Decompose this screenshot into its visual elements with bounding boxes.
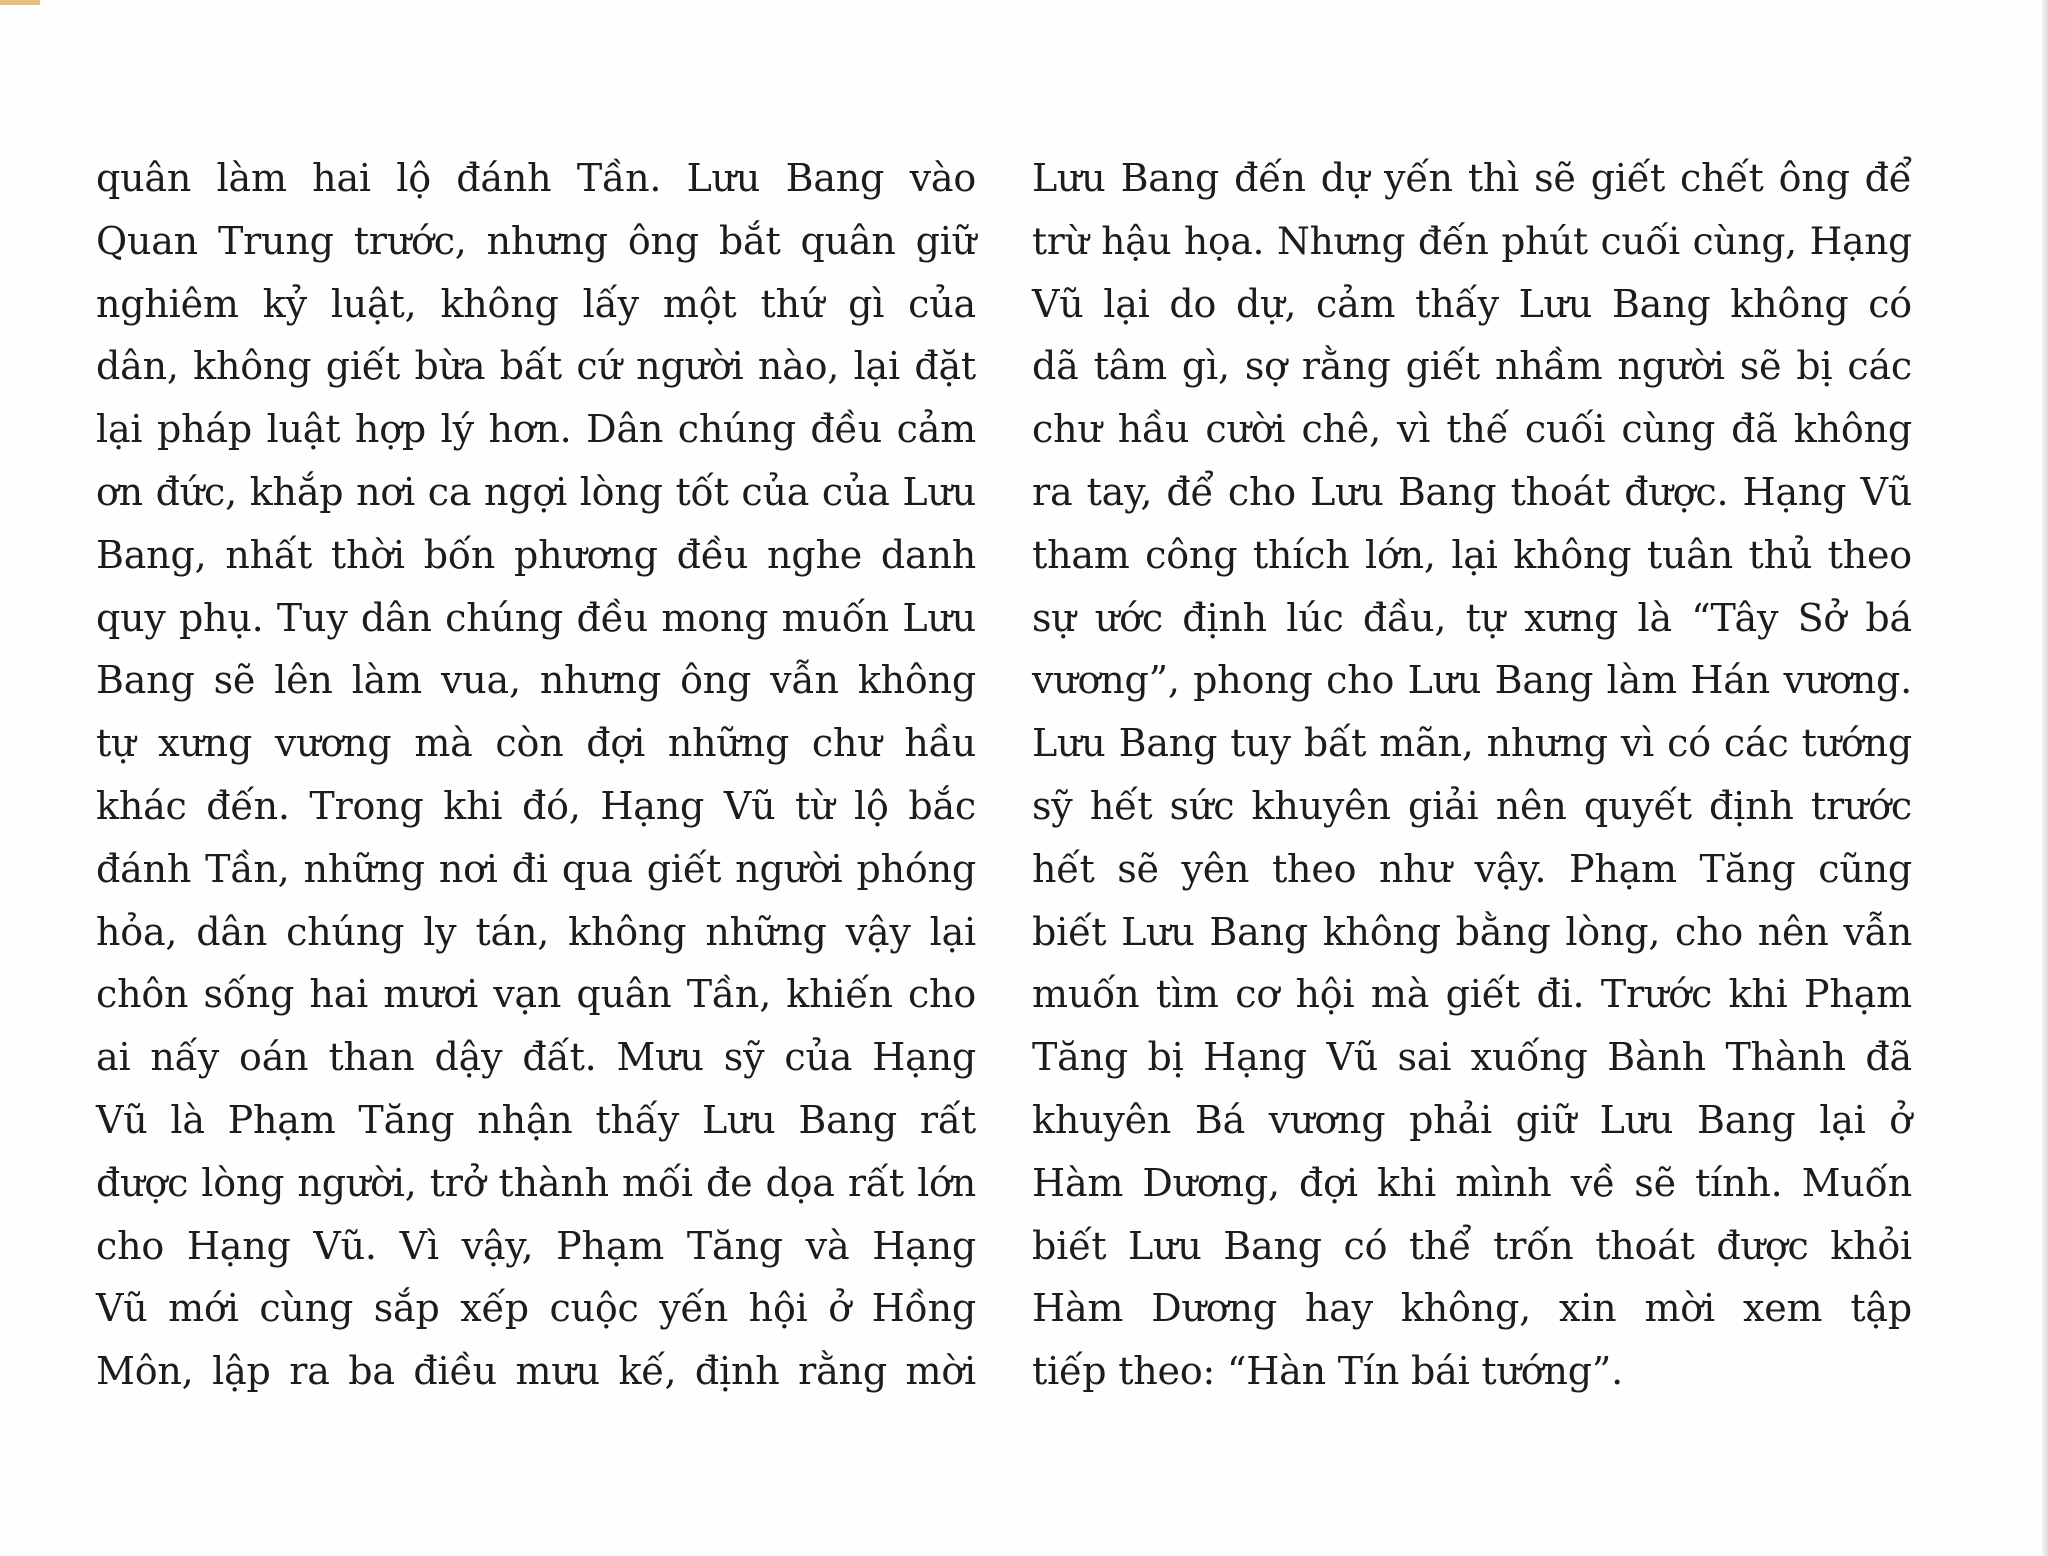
- text-line: Hàm Dương, đợi khi mình về sẽ tính. Muốn: [1032, 1160, 1912, 1205]
- text-line: tham công thích lớn, lại không tuân thủ theo: [1032, 532, 1912, 577]
- text-line: được lòng người, trở thành mối đe dọa rất lớn: [96, 1160, 976, 1205]
- text-line: vương”, phong cho Lưu Bang làm Hán vương.: [1032, 658, 1912, 703]
- text-line: Lưu Bang tuy bất mãn, nhưng vì có các tướng: [1032, 721, 1912, 766]
- text-line: Hàm Dương hay không, xin mời xem tập: [1032, 1286, 1912, 1331]
- text-line: biết Lưu Bang có thể trốn thoát được khỏi: [1032, 1223, 1912, 1268]
- text-line: trừ hậu họa. Nhưng đến phút cuối cùng, Hạng: [1032, 218, 1912, 263]
- text-line: dân, không giết bừa bất cứ người nào, lại đặt: [96, 344, 976, 389]
- text-line: tiếp theo: “Hàn Tín bái tướng”.: [1032, 1349, 1623, 1394]
- text-line: dã tâm gì, sợ rằng giết nhầm người sẽ bị các: [1032, 344, 1912, 389]
- text-line: ơn đức, khắp nơi ca ngợi lòng tốt của của Lưu: [96, 469, 976, 514]
- page-edge-shadow: [2042, 0, 2048, 1556]
- text-line: nghiêm kỷ luật, không lấy một thứ gì của: [96, 281, 976, 326]
- right-text-column: [1032, 147, 1912, 1403]
- text-line: hỏa, dân chúng ly tán, không những vậy lại: [96, 909, 976, 954]
- text-line: đánh Tần, những nơi đi qua giết người phóng: [96, 846, 976, 891]
- text-line: Bang sẽ lên làm vua, nhưng ông vẫn không: [96, 658, 976, 703]
- text-line: ra tay, để cho Lưu Bang thoát được. Hạng Vũ: [1032, 469, 1912, 514]
- text-line: Bang, nhất thời bốn phương đều nghe danh: [96, 532, 976, 577]
- text-line: hết sẽ yên theo như vậy. Phạm Tăng cũng: [1032, 846, 1912, 891]
- text-line: biết Lưu Bang không bằng lòng, cho nên vẫn: [1032, 909, 1912, 954]
- text-line: Tăng bị Hạng Vũ sai xuống Bành Thành đã: [1032, 1035, 1912, 1080]
- text-line: quân làm hai lộ đánh Tần. Lưu Bang vào: [96, 156, 976, 200]
- text-line: Lưu Bang đến dự yến thì sẽ giết chết ông để: [1032, 156, 1912, 200]
- text-line: Môn, lập ra ba điều mưu kế, định rằng mời: [96, 1349, 976, 1394]
- text-line: chư hầu cười chê, vì thế cuối cùng đã không: [1032, 407, 1912, 452]
- text-line: muốn tìm cơ hội mà giết đi. Trước khi Phạm: [1032, 972, 1912, 1017]
- text-line: ai nấy oán than dậy đất. Mưu sỹ của Hạng: [96, 1035, 976, 1080]
- text-line: quy phụ. Tuy dân chúng đều mong muốn Lưu: [96, 595, 976, 640]
- text-line: sự ước định lúc đầu, tự xưng là “Tây Sở bá: [1032, 595, 1912, 640]
- text-line: Quan Trung trước, nhưng ông bắt quân giữ: [96, 218, 976, 263]
- text-line: lại pháp luật hợp lý hơn. Dân chúng đều cảm: [96, 407, 976, 452]
- text-line: sỹ hết sức khuyên giải nên quyết định trước: [1032, 783, 1912, 828]
- text-line: khuyên Bá vương phải giữ Lưu Bang lại ở: [1032, 1097, 1912, 1142]
- text-line: khác đến. Trong khi đó, Hạng Vũ từ lộ bắc: [96, 783, 976, 828]
- text-line: chôn sống hai mươi vạn quân Tần, khiến cho: [96, 972, 976, 1017]
- text-line: cho Hạng Vũ. Vì vậy, Phạm Tăng và Hạng: [96, 1223, 976, 1268]
- text-line: Vũ là Phạm Tăng nhận thấy Lưu Bang rất: [96, 1097, 976, 1142]
- text-line: tự xưng vương mà còn đợi những chư hầu: [96, 721, 976, 766]
- left-text-column: [96, 147, 976, 1403]
- text-line: Vũ mới cùng sắp xếp cuộc yến hội ở Hồng: [96, 1286, 976, 1331]
- text-line: Vũ lại do dự, cảm thấy Lưu Bang không có: [1032, 281, 1912, 326]
- page-corner-mark: [0, 0, 40, 5]
